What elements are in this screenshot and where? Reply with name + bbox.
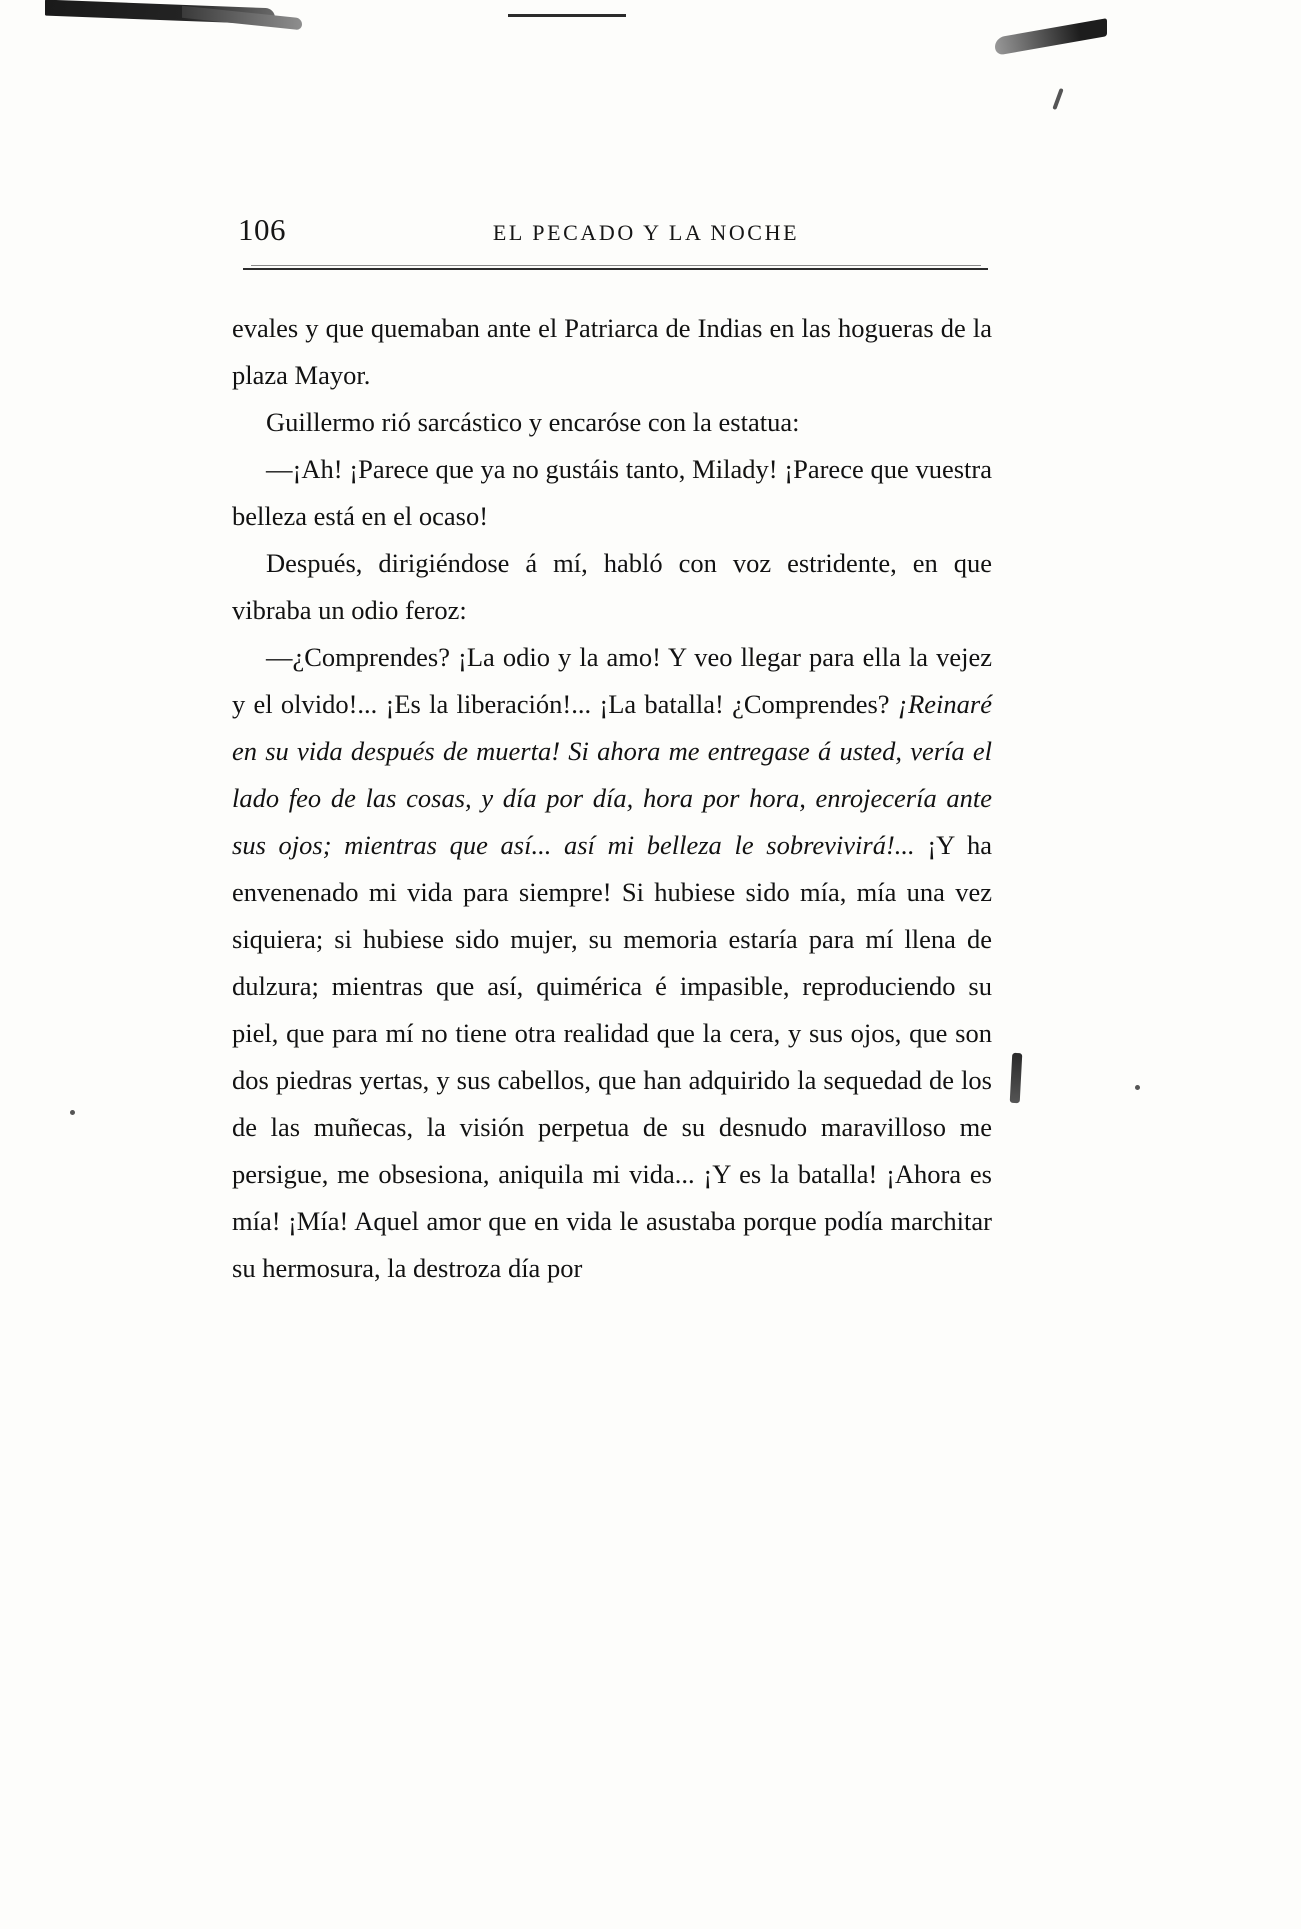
paragraph: evales y que quemaban ante el Patriarca de Indias en las hogueras de la plaza Mayor. bbox=[232, 313, 992, 390]
header-divider bbox=[243, 268, 988, 270]
paragraph-segment-italic: ¡Reinaré en su vida después de muerta! Si ahora me entregase á usted, vería el lado feo de las cosas, y día por día, hora por hora, enrojecería ante sus ojos; mientras que así... así mi belleza le sobrevivirá!... bbox=[232, 689, 992, 860]
paragraph: Después, dirigiéndose á mí, habló con voz estridente, en que vibraba un odio feroz: bbox=[232, 548, 992, 625]
paragraph-segment-roman: —¿Comprendes? ¡La odio y la amo! Y veo llegar para ella la vejez y el olvido!... ¡Es la liberación!... ¡La batalla! ¿Comprendes? bbox=[232, 642, 992, 719]
paragraph-segment-roman-tail: ¡Y ha envenenado mi vida para siempre! Si hubiese sido mía, mía una vez siquiera; si hubiese sido mujer, su memoria estaría para mí llena de dulzura; mientras que así, quimérica é impasible, reproduciendo su piel, que para mí no tiene otra realidad que la cera, y sus ojos, que son dos piedras yertas, y sus cabellos, que han adquirido la sequedad de los de las muñecas, la visión perpetua de su desnudo maravilloso me persigue, me obsesiona, aniquila mi vida... ¡Y es la batalla! ¡Ahora es mía! ¡Mía! Aquel amor que en vida le asustaba porque podía marchitar su hermosura, la destroza día por bbox=[232, 830, 993, 1283]
paragraph-mixed bbox=[232, 634, 992, 1292]
scan-speck bbox=[1135, 1085, 1140, 1090]
page-header bbox=[238, 212, 986, 248]
page-number: 106 bbox=[238, 212, 286, 247]
scan-speck bbox=[70, 1110, 75, 1115]
running-title: EL PECADO Y LA NOCHE bbox=[492, 220, 800, 245]
paragraph: Guillermo rió sarcástico y encaróse con la estatua: bbox=[266, 407, 800, 437]
paragraph: —¡Ah! ¡Parece que ya no gustáis tanto, Milady! ¡Parece que vuestra belleza está en el ocaso! bbox=[232, 454, 992, 531]
scan-artifact-top-center bbox=[508, 14, 626, 17]
body-text bbox=[232, 305, 992, 1292]
